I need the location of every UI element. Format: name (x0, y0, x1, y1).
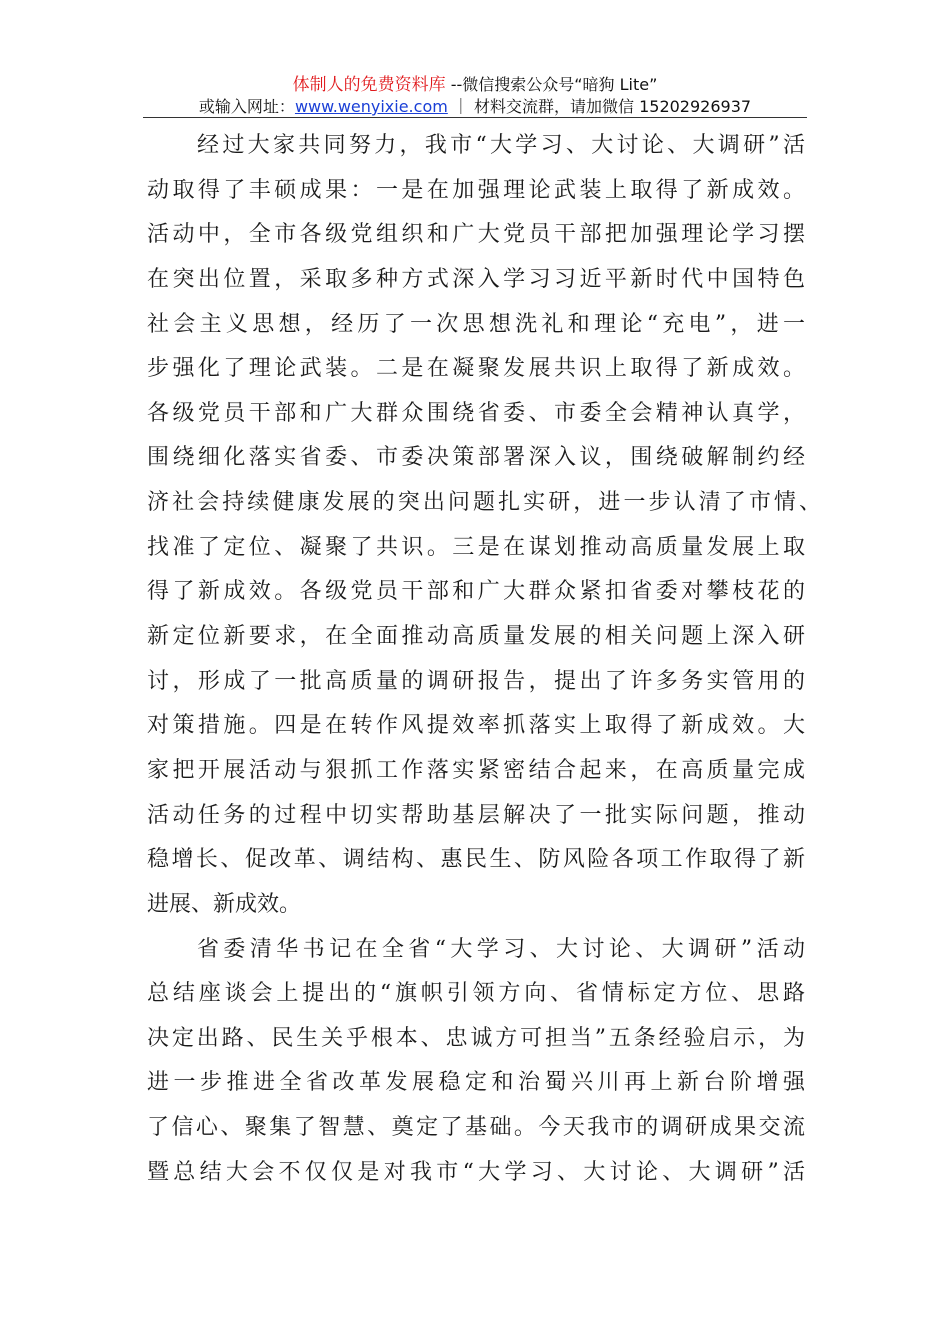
text-line: 进一步推进全省改革发展稳定和治蜀兴川再上新台阶增强 (147, 1070, 805, 1096)
text-line: 讨，形成了一批高质量的调研报告，提出了许多务实管用的 (147, 668, 805, 694)
text-line: 活动任务的过程中切实帮助基层解决了一批实际问题，推动 (147, 802, 805, 828)
header-divider (143, 117, 807, 118)
contact-text: 材料交流群，请加微信 15202926937 (474, 97, 752, 116)
text-line: 在突出位置，采取多种方式深入学习习近平新时代中国特色 (147, 266, 805, 292)
text-line: 家把开展活动与狠抓工作落实紧密结合起来，在高质量完成 (147, 757, 805, 783)
wechat-text: --微信搜索公众号“暗狗 Lite” (445, 75, 658, 94)
text-line: 省委清华书记在全省“大学习、大讨论、大调研”活动 (197, 936, 805, 962)
text-line: 社会主义思想，经历了一次思想洗礼和理论“充电”，进一 (147, 311, 805, 337)
header-contact (0, 94, 950, 117)
text-line: 各级党员干部和广大群众围绕省委、市委全会精神认真学， (147, 400, 805, 426)
text-line: 暨总结大会不仅仅是对我市“大学习、大讨论、大调研”活 (147, 1159, 805, 1185)
text-line: 决定出路、民生关乎根本、忠诚方可担当”五条经验启示，为 (147, 1025, 805, 1051)
text-line: 动取得了丰硕成果：一是在加强理论武装上取得了新成效。 (147, 177, 805, 203)
text-line: 围绕细化落实省委、市委决策部署深入议，围绕破解制约经 (147, 445, 805, 471)
text-line: 得了新成效。各级党员干部和广大群众紧扣省委对攀枝花的 (147, 579, 805, 605)
brand-text: 体制人的免费资料库 (292, 75, 446, 95)
text-line: 活动中，全市各级党组织和广大党员干部把加强理论学习摆 (147, 222, 805, 248)
header-promo (0, 70, 950, 95)
text-line: 了信心、聚集了智慧、奠定了基础。今天我市的调研成果交流 (147, 1115, 805, 1141)
text-line: 济社会持续健康发展的突出问题扎实研，进一步认清了市情、 (147, 490, 821, 516)
text-line: 对策措施。四是在转作风提效率抓落实上取得了新成效。大 (147, 713, 805, 739)
text-line: 找准了定位、凝聚了共识。三是在谋划推动高质量发展上取 (147, 534, 805, 560)
text-line: 步强化了理论武装。二是在凝聚发展共识上取得了新成效。 (147, 356, 805, 382)
website-link[interactable]: www.wenyixie.com (294, 97, 448, 116)
text-line: 总结座谈会上提出的“旗帜引领方向、省情标定方位、思路 (147, 981, 805, 1007)
document-body (147, 128, 821, 1199)
text-line: 经过大家共同努力，我市“大学习、大讨论、大调研”活 (197, 133, 805, 158)
text-line: 稳增长、促改革、调结构、惠民生、防风险各项工作取得了新 (147, 847, 805, 873)
text-line: 进展、新成效。 (147, 891, 302, 917)
url-label: 或输入网址： (198, 97, 295, 116)
text-line: 新定位新要求，在全面推动高质量发展的相关问题上深入研 (147, 624, 805, 650)
separator: ｜ (447, 97, 474, 116)
